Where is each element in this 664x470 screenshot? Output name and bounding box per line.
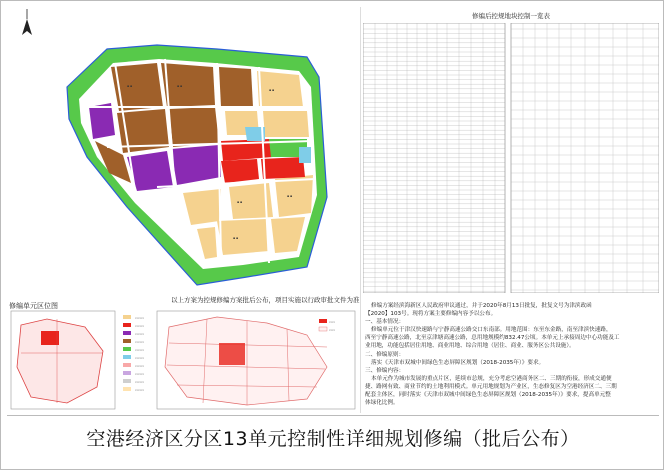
control-table-grid [363, 23, 659, 293]
map-caption: 以上方案为控规修编方案批后公布，项目实施以行政审批文件为准 [171, 296, 360, 304]
svg-text:▭▭▭: ▭▭▭ [135, 324, 145, 328]
svg-text:▭▭▭: ▭▭▭ [135, 356, 145, 360]
main-title: 空港经济区分区13单元控制性详细规划修编（批后公布） [86, 428, 580, 450]
panel-divider [360, 7, 361, 413]
section-3-line-2: 捷、路网有致、商业节约的土地利用模式。单元用地规划为产业区，生态修复区为空港经济区二、三期 [365, 383, 617, 390]
svg-text:▪ ▪: ▪ ▪ [177, 84, 183, 88]
control-table-panel [363, 11, 659, 295]
reference-map-title: 修编单元区位图 [9, 302, 58, 310]
svg-text:▪ ▪: ▪ ▪ [233, 236, 239, 240]
svg-text:▪ ▪: ▪ ▪ [127, 84, 133, 88]
reference-map-drawing [7, 307, 359, 413]
intro-line-1: 修编方案经滨海新区人民政府审议通过，并于2020年8月13日批复，批复文号为津滨政函 [371, 303, 592, 309]
north-arrow-icon [22, 9, 32, 35]
section-2-heading: 二、修编原则： [365, 351, 405, 358]
section-1-line-3: 业用地，功能包括居住用地、商业用地、综合用地（居住、商业、服务区公共设施）。 [365, 343, 575, 350]
svg-text:▭▭▭: ▭▭▭ [135, 388, 145, 392]
svg-text:▪ ▪: ▪ ▪ [269, 88, 275, 92]
svg-text:▭▭▭: ▭▭▭ [135, 340, 145, 344]
svg-text:▭▭▭: ▭▭▭ [135, 380, 145, 384]
svg-text:▭▭▭: ▭▭▭ [135, 364, 145, 368]
svg-text:▭▭▭: ▭▭▭ [135, 372, 145, 376]
section-3-line-1: 本单元作为城市发展的重点片区，延续市总规，充分考虑空港商务区二、三期的衔接，形成交通便 [371, 375, 612, 382]
svg-text:▭▭: ▭▭ [329, 320, 336, 324]
svg-text:▭▭▭: ▭▭▭ [135, 316, 145, 320]
svg-text:▭▭▭: ▭▭▭ [135, 348, 145, 352]
reference-map [7, 307, 359, 413]
svg-text:▭▭: ▭▭ [329, 328, 336, 332]
section-2-line-1: 落实《天津市双城中间绿色生态屏障区规划（2018-2035年）》要求。 [371, 359, 545, 366]
section-3-line-3: 配套主体区，同时落实《天津市双城中间绿色生态屏障区规划（2018-2035年）》要求，提高单元整 [365, 392, 611, 399]
control-table-title: 修编后控规地块控制一览表 [472, 12, 550, 20]
svg-text:▭▭▭: ▭▭▭ [135, 332, 145, 336]
section-1-line-2: 西至宁静高速公路，北至京津塘高速公路，总用地规模约832.47公顷。本单元上承接周边中心功能及工 [365, 335, 620, 342]
land-use-map-drawing [7, 7, 359, 303]
svg-text:▪ ▪: ▪ ▪ [287, 194, 293, 198]
section-3-line-4: 体绿化比例。 [365, 400, 399, 407]
section-1-heading: 一、基本情况： [365, 319, 405, 326]
section-1-line-1: 修编单元位于津汉快速路与宁静高速公路交口东南部。用地范围：东至东金路，南至津滨快速路， [371, 327, 612, 334]
notice-text [365, 302, 659, 414]
svg-text:▪ ▪: ▪ ▪ [237, 200, 243, 204]
title-rule [7, 415, 659, 416]
land-use-map [7, 7, 359, 303]
intro-line-2: 【2020】103号。现将方案主要修编内容予以公布。 [365, 311, 497, 318]
section-3-heading: 三、修编内容： [365, 367, 405, 374]
